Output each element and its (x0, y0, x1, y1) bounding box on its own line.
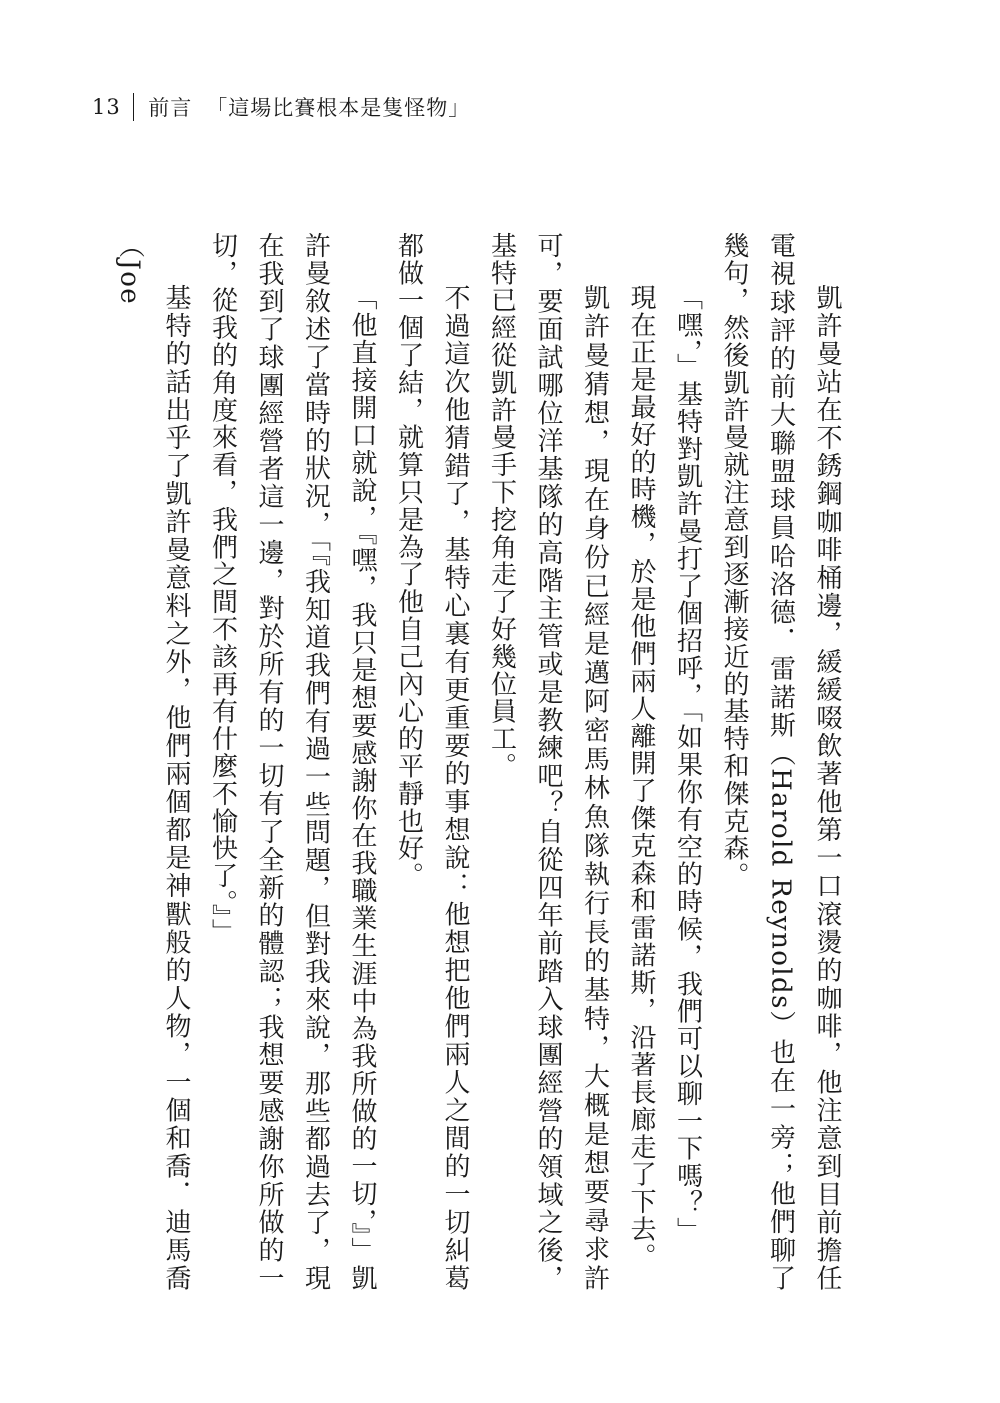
paragraph: 凱許曼猜想，現在身份已經是邁阿密馬林魚隊執行長的基特，大概是想要尋求許可，要面試哪位洋基隊的高階主管或是教練吧？自從四年前踏入球團經營的領域之後，基特已經從凱許曼手下挖角走了好幾位員工。 (486, 232, 610, 1292)
chapter-title: 「這場比賽根本是隻怪物」 (206, 96, 471, 120)
paragraph: 「他直接開口就說，『嘿，我只是想要感謝你在我職業生涯中為我所做的一切，』」凱許曼敘述了當時的狀況，「『我知道我們有過一些問題，但對我來說，那些都過去了，現在我到了球團經營者這一邊，對於所有的一切有了全新的體認；我想要感謝你所做的一切，從我的角度來看，我們之間不該再有什麼不愉快了。』」 (207, 232, 377, 1292)
chapter-label: 前言 (148, 96, 193, 120)
running-header (92, 90, 470, 124)
header-divider (133, 93, 135, 121)
body-text (114, 232, 850, 1292)
paragraph: 凱許曼站在不銹鋼咖啡桶邊，緩緩啜飲著他第一口滾燙的咖啡，他注意到目前擔任電視球評的前大聯盟球員哈洛德．雷諾斯（Harold Reynolds）也在一旁；他們聊了幾句，然後凱許曼就注意到逐漸接近的基特和傑克森。 (719, 232, 842, 1292)
paragraph: 基特的話出乎了凱許曼意料之外，他們兩個都是神獸般的人物，一個和喬．迪馬喬（Joe (114, 232, 191, 1292)
page-number: 13 (92, 95, 121, 119)
paragraph: 現在正是最好的時機，於是他們兩人離開了傑克森和雷諾斯，沿著長廊走了下去。 (626, 284, 656, 1271)
paragraph: 不過這次他猜錯了，基特心裏有更重要的事想說：他想把他們兩人之間的一切糾葛都做一個了結，就算只是為了他自己內心的平靜也好。 (393, 232, 470, 1292)
paragraph: 「嘿，」基特對凱許曼打了個招呼，「如果你有空的時候，我們可以聊一下嗎？」 (672, 284, 703, 1245)
